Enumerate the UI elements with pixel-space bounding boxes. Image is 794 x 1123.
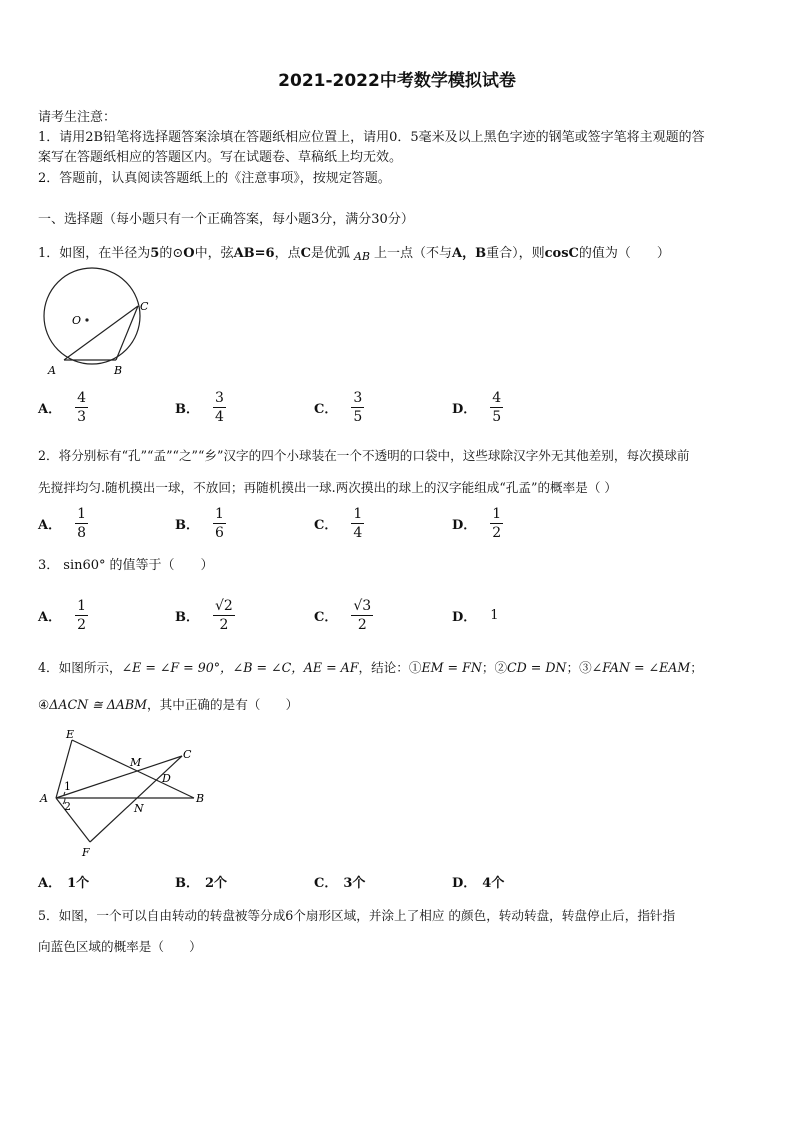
q4-option-a[interactable] bbox=[38, 856, 89, 906]
fraction bbox=[490, 390, 503, 425]
question-5-line-1: 5．如图，一个可以自由转动的转盘被等分成6个扇形区域，并涂上了相应 的颜色，转动转盘，转盘停止后，指针指 bbox=[38, 908, 676, 923]
numerator: 1 bbox=[492, 505, 502, 522]
q1-text: 上一点（不与 bbox=[374, 246, 453, 261]
q1-arc: AB bbox=[353, 250, 371, 263]
option-letter: B． bbox=[175, 401, 199, 417]
q1-text: 的⊙ bbox=[159, 246, 184, 261]
numerator: 1 bbox=[215, 505, 224, 522]
q4-text: ；② bbox=[481, 660, 508, 675]
numerator: 4 bbox=[492, 389, 502, 406]
denominator: 6 bbox=[215, 524, 224, 541]
option-letter: C． bbox=[314, 401, 338, 417]
q1-label-b: B bbox=[114, 364, 123, 377]
option-value: 1个 bbox=[67, 875, 90, 891]
numerator: 1 bbox=[353, 505, 363, 522]
q3-option-b[interactable] bbox=[175, 590, 235, 640]
question-3-stem bbox=[38, 554, 760, 573]
option-letter: D． bbox=[452, 875, 477, 891]
fraction bbox=[75, 506, 88, 541]
denominator: 2 bbox=[219, 616, 229, 633]
q4-label-f: F bbox=[82, 846, 90, 859]
denominator: 8 bbox=[77, 524, 87, 541]
q1-option-b[interactable] bbox=[175, 382, 226, 432]
option-letter: D． bbox=[452, 517, 477, 533]
q4-conclusion-3: ∠FAN = ∠EAM bbox=[591, 660, 691, 675]
q3-option-c[interactable] bbox=[314, 590, 373, 640]
option-value: 1 bbox=[490, 607, 499, 623]
option-value: 3个 bbox=[343, 875, 366, 891]
option-letter: B． bbox=[175, 875, 199, 891]
denominator: 2 bbox=[492, 524, 502, 541]
q4-conclusion-2: CD = DN bbox=[507, 660, 567, 675]
q2-option-a[interactable] bbox=[38, 498, 88, 548]
q4-option-b[interactable] bbox=[175, 856, 227, 906]
q4-option-c[interactable] bbox=[314, 856, 365, 906]
denominator: 2 bbox=[357, 616, 367, 633]
notice-item: 案写在答题纸相应的答题区内。写在试题卷、草稿纸上均无效。 bbox=[38, 150, 403, 165]
numerator: 3 bbox=[353, 389, 363, 406]
q1-label-o: O bbox=[72, 314, 82, 327]
q1-center-dot bbox=[85, 318, 88, 321]
question-4-line-1 bbox=[38, 657, 760, 676]
q2-option-b[interactable] bbox=[175, 498, 226, 548]
denominator: 2 bbox=[77, 616, 87, 633]
q1-label-c: C bbox=[140, 300, 149, 313]
fraction bbox=[351, 506, 364, 541]
q4-text: ，结论：① bbox=[358, 660, 422, 675]
notice-item: 2．答题前，认真阅读答题纸上的《注意事项》，按规定答题。 bbox=[38, 171, 391, 186]
q1-text: 是优弧 bbox=[310, 246, 350, 261]
q3-expression: sin60° bbox=[63, 558, 106, 573]
q1-option-a[interactable] bbox=[38, 382, 88, 432]
q2-options bbox=[38, 498, 758, 548]
q4-segment-eb bbox=[72, 740, 194, 798]
denominator: 3 bbox=[77, 408, 87, 425]
q3-number: 3． bbox=[38, 558, 60, 573]
q1-point-c: C bbox=[300, 246, 311, 261]
option-letter: A． bbox=[38, 875, 62, 891]
q4-label-n: N bbox=[134, 802, 144, 815]
q1-center: O bbox=[183, 246, 195, 261]
question-1-stem bbox=[38, 242, 760, 261]
section-heading: 一、选择题（每小题只有一个正确答案，每小题3分，满分30分） bbox=[38, 212, 414, 227]
denominator: 4 bbox=[353, 524, 363, 541]
q1-text: 中，弦 bbox=[194, 246, 234, 261]
notice-item: 1．请用2B铅笔将选择题答案涂填在答题纸相应位置上，请用0．5毫米及以上黑色字迹的钢笔或签字笔将主观题的答 bbox=[38, 130, 705, 145]
q1-text: 的值为（ ） bbox=[578, 246, 670, 261]
q1-endpoints: A，B bbox=[452, 246, 487, 261]
option-letter: A． bbox=[38, 609, 62, 625]
question-2-line-2: 先搅拌均匀.随机摸出一球，不放回；再随机摸出一球.两次摸出的球上的汉字能组成“孔孟”的概率是（ ） bbox=[38, 480, 618, 495]
option-letter: D． bbox=[452, 401, 477, 417]
question-4-line-2 bbox=[38, 694, 760, 713]
q4-text: 4．如图所示， bbox=[38, 660, 122, 675]
q3-options bbox=[38, 590, 758, 640]
numerator: 1 bbox=[77, 505, 87, 522]
fraction bbox=[490, 506, 503, 541]
fraction bbox=[75, 390, 88, 425]
q1-radius: 5 bbox=[150, 246, 160, 261]
q1-circle bbox=[44, 268, 140, 364]
option-letter: D． bbox=[452, 609, 477, 625]
q1-text: ，点 bbox=[274, 246, 301, 261]
q4-text: ；③ bbox=[566, 660, 592, 675]
q2-option-c[interactable] bbox=[314, 498, 364, 548]
q4-label-m: M bbox=[130, 756, 142, 769]
q4-figure bbox=[34, 724, 214, 860]
page-title: 2021-2022中考数学模拟试卷 bbox=[278, 71, 516, 91]
q4-label-angle-1: 1 bbox=[64, 780, 71, 793]
option-letter: C． bbox=[314, 875, 338, 891]
q1-figure bbox=[34, 266, 156, 378]
q1-chord: AB=6 bbox=[233, 246, 275, 261]
denominator: 5 bbox=[353, 408, 363, 425]
q4-conclusion-1: EM = FN bbox=[421, 660, 482, 675]
notice-heading: 请考生注意： bbox=[38, 110, 117, 125]
q4-segment-af bbox=[56, 798, 90, 842]
option-letter: B． bbox=[175, 609, 199, 625]
fraction bbox=[213, 390, 226, 425]
q4-text: ，其中正确的是有（ ） bbox=[147, 697, 299, 712]
option-letter: C． bbox=[314, 517, 338, 533]
option-letter: B． bbox=[175, 517, 199, 533]
option-value: 4个 bbox=[482, 875, 505, 891]
q1-option-d[interactable] bbox=[452, 382, 503, 432]
q1-label-a: A bbox=[48, 364, 56, 377]
q1-text: 重合），则 bbox=[486, 246, 545, 261]
q1-cos: cosC bbox=[544, 246, 579, 261]
q1-options bbox=[38, 382, 758, 432]
q4-label-a: A bbox=[40, 792, 48, 805]
fraction bbox=[213, 598, 235, 633]
q4-label-angle-2: 2 bbox=[64, 800, 71, 813]
q3-text: 的值等于（ ） bbox=[109, 558, 214, 573]
question-2-line-1: 2．将分别标有“孔”“孟”“之”“乡”汉字的四个小球装在一个不透明的口袋中，这些球除汉字外无其他差别，每次摸球前 bbox=[38, 448, 690, 463]
fraction bbox=[351, 390, 364, 425]
q4-options bbox=[38, 856, 758, 906]
numerator: 3 bbox=[215, 389, 224, 406]
fraction bbox=[213, 506, 226, 541]
q2-option-d[interactable] bbox=[452, 498, 503, 548]
q4-text: ； bbox=[690, 660, 703, 675]
option-letter: C． bbox=[314, 609, 338, 625]
q3-option-a[interactable] bbox=[38, 590, 88, 640]
option-letter: A． bbox=[38, 401, 62, 417]
q4-text: ④ bbox=[38, 697, 50, 712]
q4-option-d[interactable] bbox=[452, 856, 504, 906]
q3-option-d[interactable] bbox=[452, 590, 499, 640]
q1-text: 1．如图，在半径为 bbox=[38, 246, 151, 261]
numerator: √2 bbox=[215, 597, 233, 614]
denominator: 5 bbox=[492, 408, 502, 425]
q4-label-d: D bbox=[162, 772, 171, 785]
q4-label-b: B bbox=[196, 792, 205, 805]
denominator: 4 bbox=[215, 408, 224, 425]
numerator: 1 bbox=[77, 597, 87, 614]
option-value: 2个 bbox=[205, 875, 228, 891]
q1-option-c[interactable] bbox=[314, 382, 364, 432]
q4-condition: ∠E = ∠F = 90°，∠B = ∠C，AE = AF bbox=[121, 660, 359, 675]
question-5-line-2: 向蓝色区域的概率是（ ） bbox=[38, 939, 202, 954]
fraction bbox=[351, 598, 373, 633]
fraction bbox=[75, 598, 88, 633]
q4-conclusion-4: ΔACN ≅ ΔABM bbox=[49, 697, 148, 712]
q4-label-c: C bbox=[183, 748, 192, 761]
option-letter: A． bbox=[38, 517, 62, 533]
q4-label-e: E bbox=[66, 728, 75, 741]
numerator: 4 bbox=[77, 389, 87, 406]
numerator: √3 bbox=[353, 597, 372, 614]
